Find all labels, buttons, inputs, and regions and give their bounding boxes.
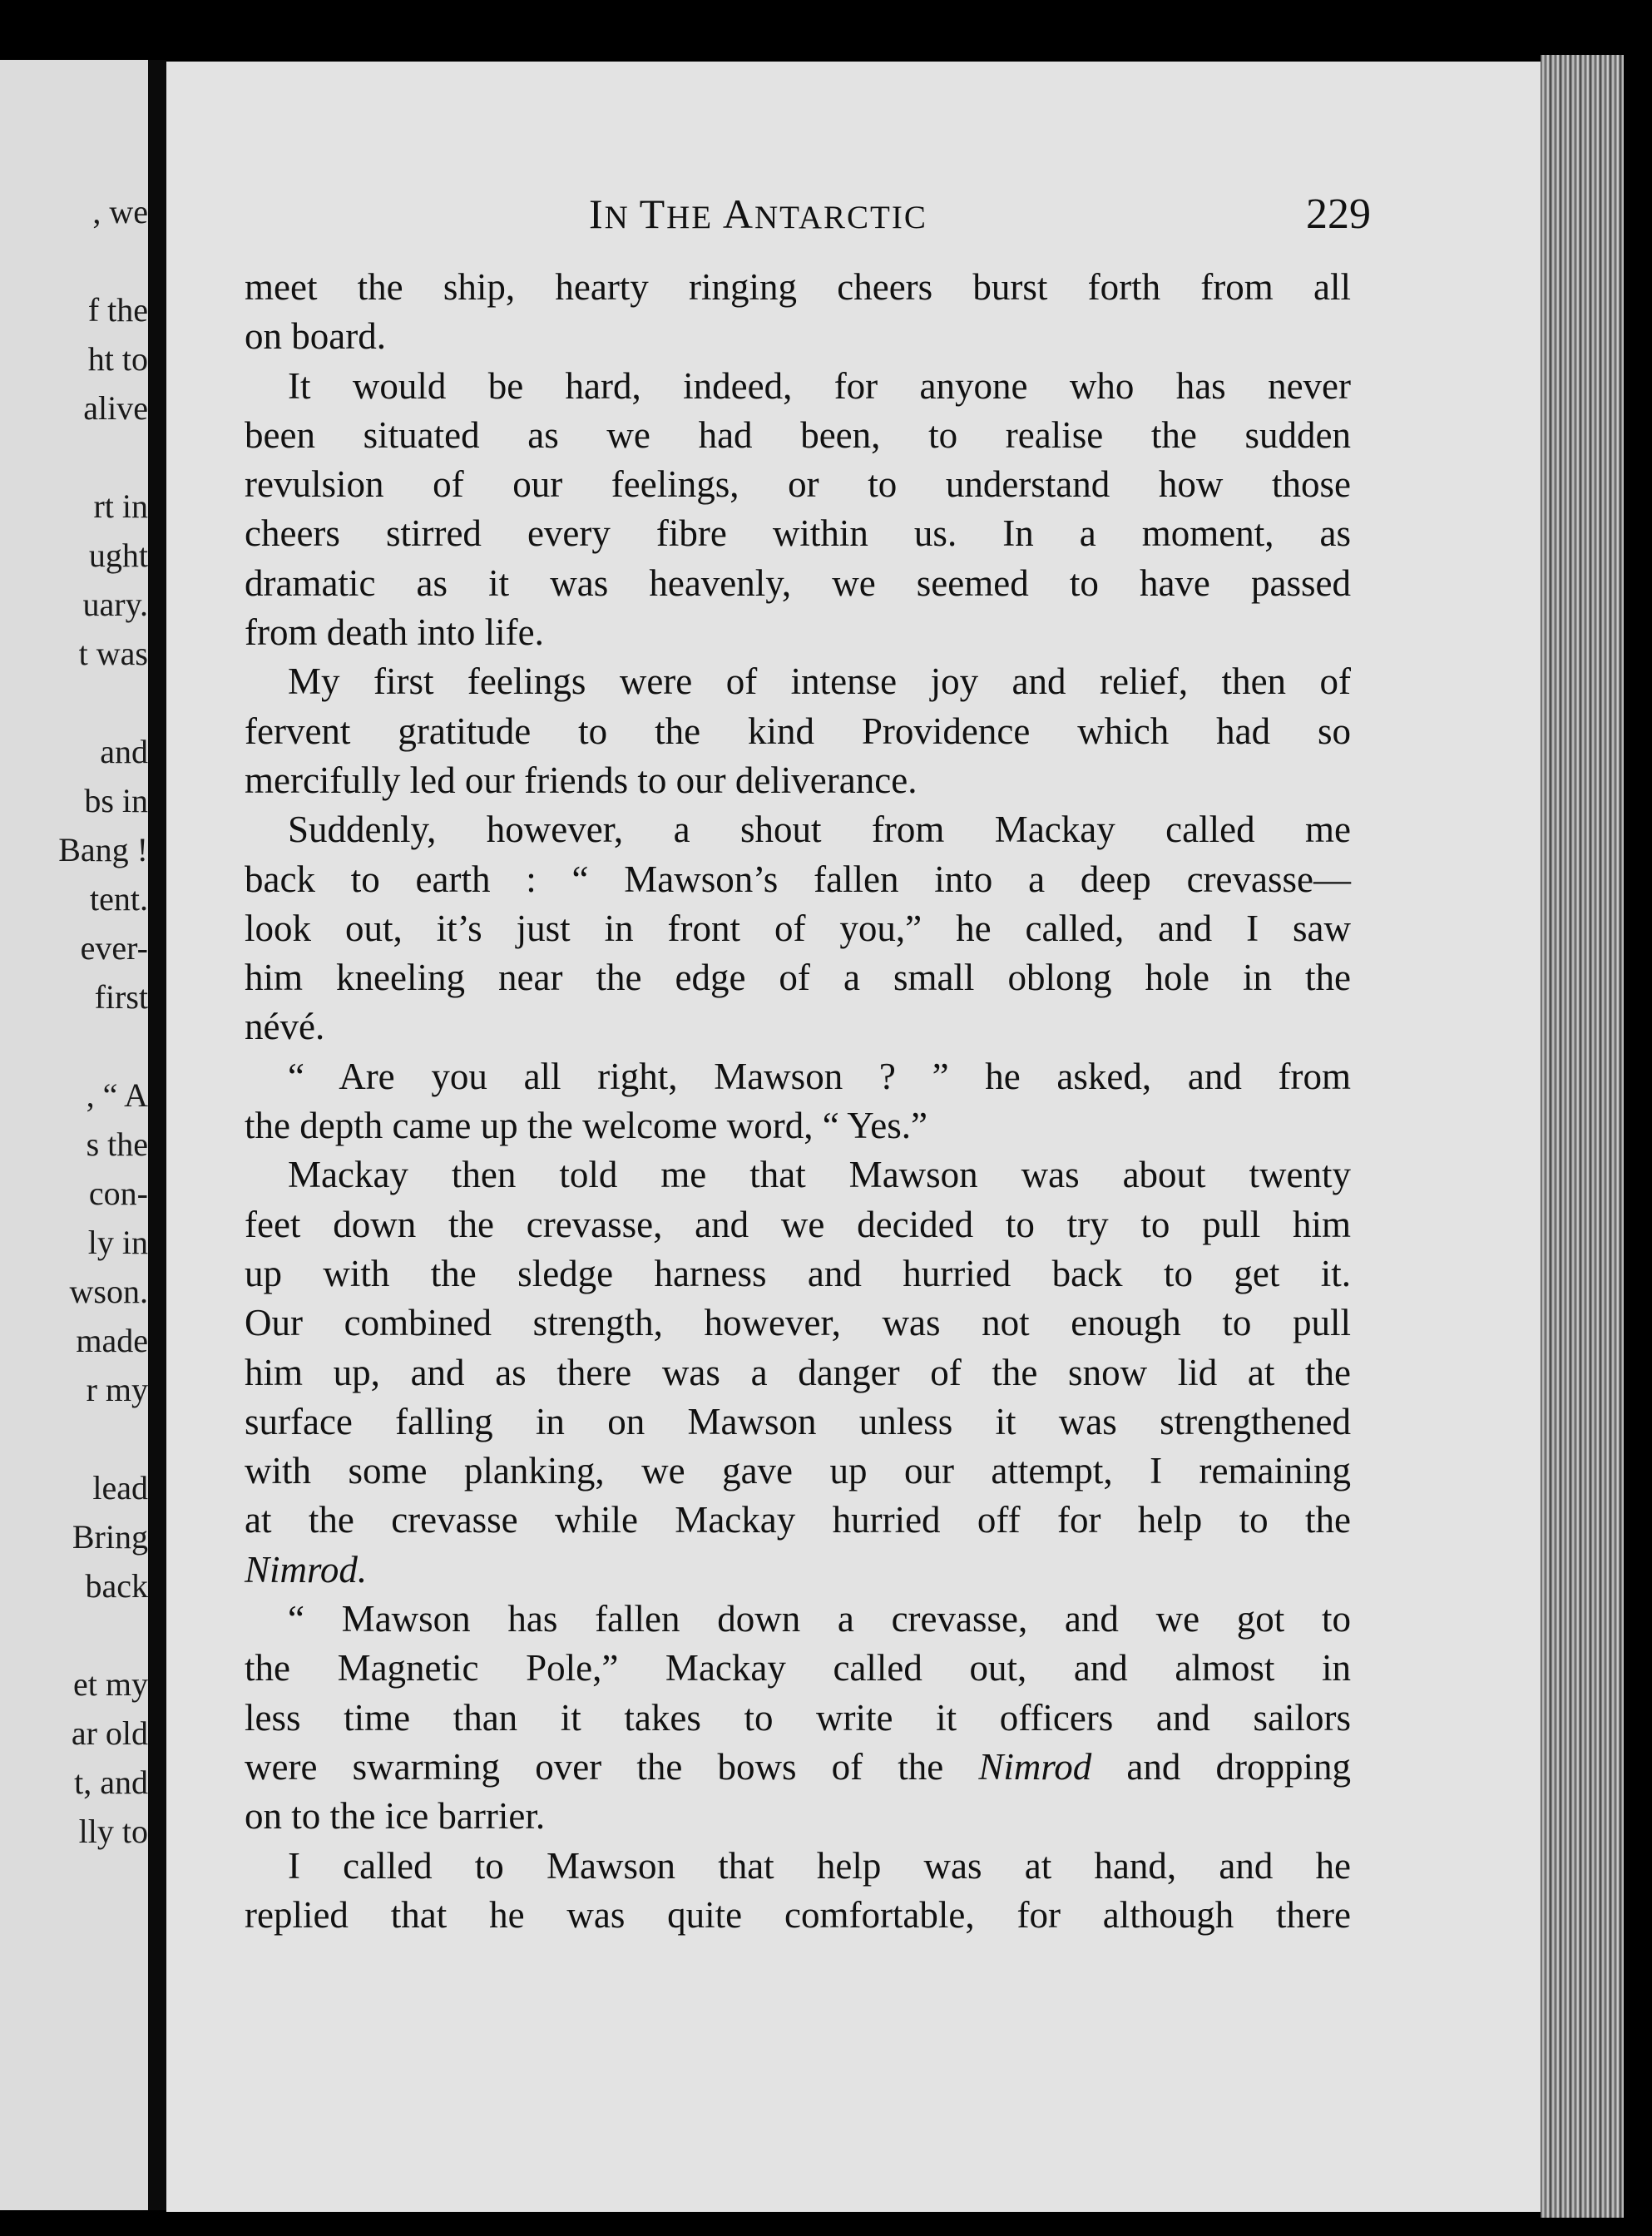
text-line: Mackay then told me that Mawson was about twenty [288, 1154, 1351, 1196]
text-line: fervent gratitude to the kind Providence which had so [245, 710, 1351, 752]
text-line: surface falling in on Mawson unless it was strengthened [245, 1400, 1351, 1442]
left-page-fragment: t, and [74, 1764, 148, 1801]
text-line: meet the ship, hearty ringing cheers burst forth from all [245, 266, 1351, 308]
text-line: mercifully led our friends to our deliverance. [245, 759, 918, 801]
book-gutter [148, 60, 166, 2210]
left-page-fragment: con- [88, 1175, 148, 1212]
text-line: I called to Mawson that help was at hand, and he [288, 1844, 1351, 1887]
page-number: 229 [1306, 190, 1371, 238]
left-page-fragment: uary. [82, 586, 148, 623]
left-page-fragment: t was [78, 635, 148, 672]
text-line: up with the sledge harness and hurried back to get it. [245, 1252, 1351, 1294]
text-line: back to earth : “ Mawson’s fallen into a deep crevasse— [245, 858, 1351, 900]
left-page-fragment: , we [92, 193, 148, 230]
text-line: from death into life. [245, 611, 544, 654]
text-line: been situated as we had been, to realise the sudden [245, 413, 1351, 456]
text-line: with some planking, we gave up our attempt, I remaining [245, 1450, 1351, 1492]
left-page-fragment: s the [86, 1125, 148, 1163]
text-line: him up, and as there was a danger of the snow lid at the [245, 1351, 1351, 1393]
text-line: him kneeling near the edge of a small oblong hole in the [245, 957, 1351, 999]
page-edges [1541, 55, 1624, 2218]
left-page-fragment: , “ A [86, 1076, 148, 1114]
text-line: feet down the crevasse, and we decided to try to pull him [245, 1203, 1351, 1245]
text-line: revulsion of our feelings, or to understand how those [245, 463, 1351, 506]
left-page-fragment: ht to [87, 340, 148, 378]
body-text [245, 263, 1351, 1940]
left-page-fragment: ly in [87, 1224, 148, 1261]
text-line: on board. [245, 315, 386, 358]
text-line: “ Are you all right, Mawson ? ” he asked, and from [288, 1055, 1351, 1097]
left-page-fragment: bs in [84, 782, 148, 819]
text-line: cheers stirred every fibre within us. In a moment, as [245, 512, 1351, 555]
text-line: dramatic as it was heavenly, we seemed to have passed [245, 561, 1351, 604]
text-line: “ Mawson has fallen down a crevasse, and we got to [288, 1598, 1351, 1640]
text-line: névé. [245, 1006, 325, 1048]
text-line: It would be hard, indeed, for anyone who has never [288, 364, 1351, 407]
left-page-fragment: rt in [93, 487, 148, 525]
text-line: less time than it takes to write it officers and sailors [245, 1696, 1351, 1739]
text-line: replied that he was quite comfortable, for although there [245, 1893, 1351, 1936]
left-page-fragment: first [94, 978, 148, 1016]
text-line: My first feelings were of intense joy and relief, then of [288, 660, 1351, 703]
text-line: the Magnetic Pole,” Mackay called out, and almost in [245, 1647, 1351, 1689]
text-line: Our combined strength, however, was not enough to pull [245, 1302, 1351, 1344]
left-page-fragment: r my [86, 1371, 148, 1408]
left-page-fragment: wson. [69, 1273, 148, 1310]
left-page-fragment: Bang ! [58, 831, 148, 868]
left-page [0, 60, 148, 2210]
text-line: Suddenly, however, a shout from Mackay called me [288, 809, 1351, 851]
left-page-fragment: ar old [71, 1714, 148, 1752]
left-page-fragment: alive [83, 389, 148, 427]
text-line: Nimrod. [245, 1548, 368, 1590]
text-line: on to the ice barrier. [245, 1795, 546, 1838]
left-page-fragment: Bring [72, 1518, 148, 1556]
left-page-fragment: ever- [80, 929, 148, 967]
left-page-fragment: lead [92, 1469, 148, 1506]
text-line: the depth came up the welcome word, “ Yes.” [245, 1105, 928, 1147]
left-page-fragment: and [100, 733, 148, 770]
text-line: at the crevasse while Mackay hurried off for help to the [245, 1499, 1351, 1541]
left-page-fragment: lly to [78, 1813, 148, 1850]
text-line: were swarming over the bows of the Nimrod and dropping [245, 1745, 1351, 1788]
left-page-fragment: et my [73, 1665, 148, 1703]
left-page-fragment: ught [88, 537, 148, 574]
left-page-fragment: made [76, 1322, 148, 1359]
left-page-fragment: f the [87, 291, 148, 329]
running-head [589, 190, 1021, 240]
text-line: look out, it’s just in front of you,” he called, and I saw [245, 907, 1351, 949]
left-page-fragment: back [85, 1567, 148, 1605]
left-page-fragment: tent. [90, 880, 148, 918]
running-head-title: IN THE ANTARCTIC [589, 190, 927, 237]
